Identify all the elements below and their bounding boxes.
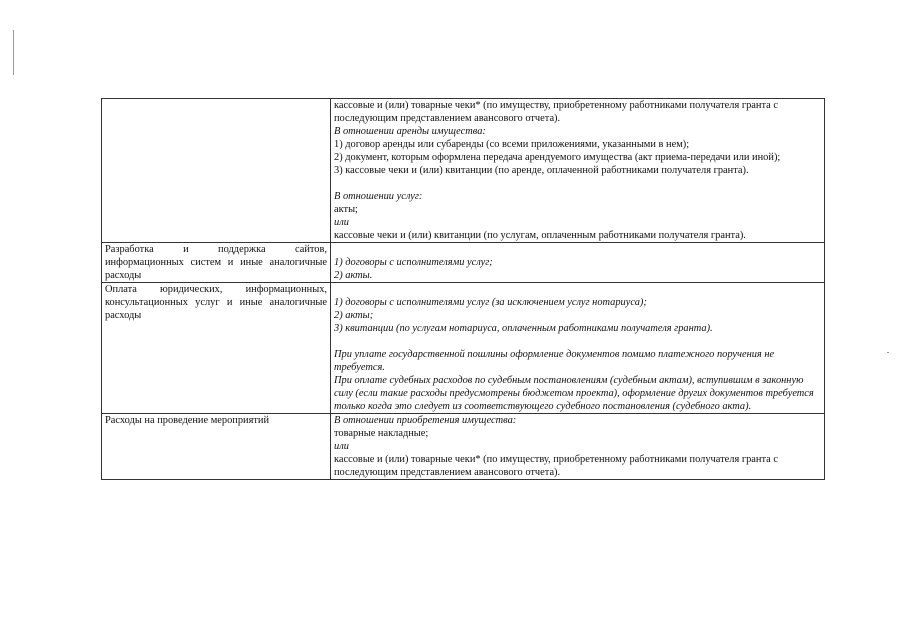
blank-line bbox=[334, 177, 821, 190]
table-row bbox=[102, 243, 825, 283]
doc-subheading: В отношении приобретения имущества: bbox=[334, 415, 517, 426]
documents-cell bbox=[331, 243, 825, 283]
expense-category-cell bbox=[102, 283, 331, 414]
table-row bbox=[102, 283, 825, 414]
documents-cell bbox=[331, 99, 825, 243]
doc-line: товарные накладные; bbox=[334, 428, 429, 439]
doc-note: При уплате государственной пошлины оформление документов помимо платежного поручения не требуется. bbox=[334, 349, 777, 373]
doc-line: кассовые и (или) товарные чеки* (по имуществу, приобретенному работниками получателя гранта с последующим представлением авансового отчета). bbox=[334, 454, 781, 478]
expense-category-cell bbox=[102, 414, 331, 480]
doc-line: 2) документ, которым оформлена передача арендуемого имущества (акт приема-передачи или иной); bbox=[334, 152, 781, 163]
expense-category-cell bbox=[102, 99, 331, 243]
documents-cell bbox=[331, 414, 825, 480]
doc-line: 3) квитанции (по услугам нотариуса, оплаченным работниками получателя гранта). bbox=[334, 323, 713, 334]
expense-category: Расходы на проведение мероприятий bbox=[105, 415, 270, 426]
doc-or: или bbox=[334, 217, 349, 228]
expense-category-cell bbox=[102, 243, 331, 283]
doc-subheading: В отношении аренды имущества: bbox=[334, 126, 486, 137]
expense-category: Разработка и поддержка сайтов, информационных систем и иные аналогичные расходы bbox=[105, 244, 327, 281]
doc-note: При оплате судебных расходов по судебным постановлениям (судебным актам), вступившим в законную силу (если такие расходы предусмотрены бюджетом проекта), оформление других документов требуется только когда это следует из соответствующего судебного постановления (судебного акта). bbox=[334, 375, 817, 412]
doc-subheading: В отношении услуг: bbox=[334, 191, 423, 202]
table-row bbox=[102, 99, 825, 243]
blank-line bbox=[334, 335, 821, 348]
doc-line: 2) акты. bbox=[334, 270, 373, 281]
expense-documents-table bbox=[101, 98, 825, 480]
table-row bbox=[102, 414, 825, 480]
documents-cell bbox=[331, 283, 825, 414]
doc-line: акты; bbox=[334, 204, 358, 215]
doc-line: 1) договор аренды или субаренды (со всеми приложениями, указанными в нем); bbox=[334, 139, 690, 150]
doc-line: 1) договоры с исполнителями услуг (за исключением услуг нотариуса); bbox=[334, 297, 647, 308]
doc-line: 3) кассовые чеки и (или) квитанции (по аренде, оплаченной работниками получателя гранта). bbox=[334, 165, 749, 176]
doc-line: кассовые чеки и (или) квитанции (по услугам, оплаченным работниками получателя гранта). bbox=[334, 230, 746, 241]
doc-line: кассовые и (или) товарные чеки* (по имуществу, приобретенному работниками получателя гранта с последующим представлением авансового отчета). bbox=[334, 100, 781, 124]
scan-speck bbox=[887, 352, 889, 353]
expense-category: Оплата юридических, информационных, консультационных услуг и иные аналогичные расходы bbox=[105, 284, 327, 321]
doc-line: 2) акты; bbox=[334, 310, 374, 321]
scan-edge-mark bbox=[13, 30, 14, 75]
doc-line: 1) договоры с исполнителями услуг; bbox=[334, 257, 493, 268]
doc-or: или bbox=[334, 441, 349, 452]
blank-line bbox=[334, 243, 821, 256]
blank-line bbox=[334, 283, 821, 296]
